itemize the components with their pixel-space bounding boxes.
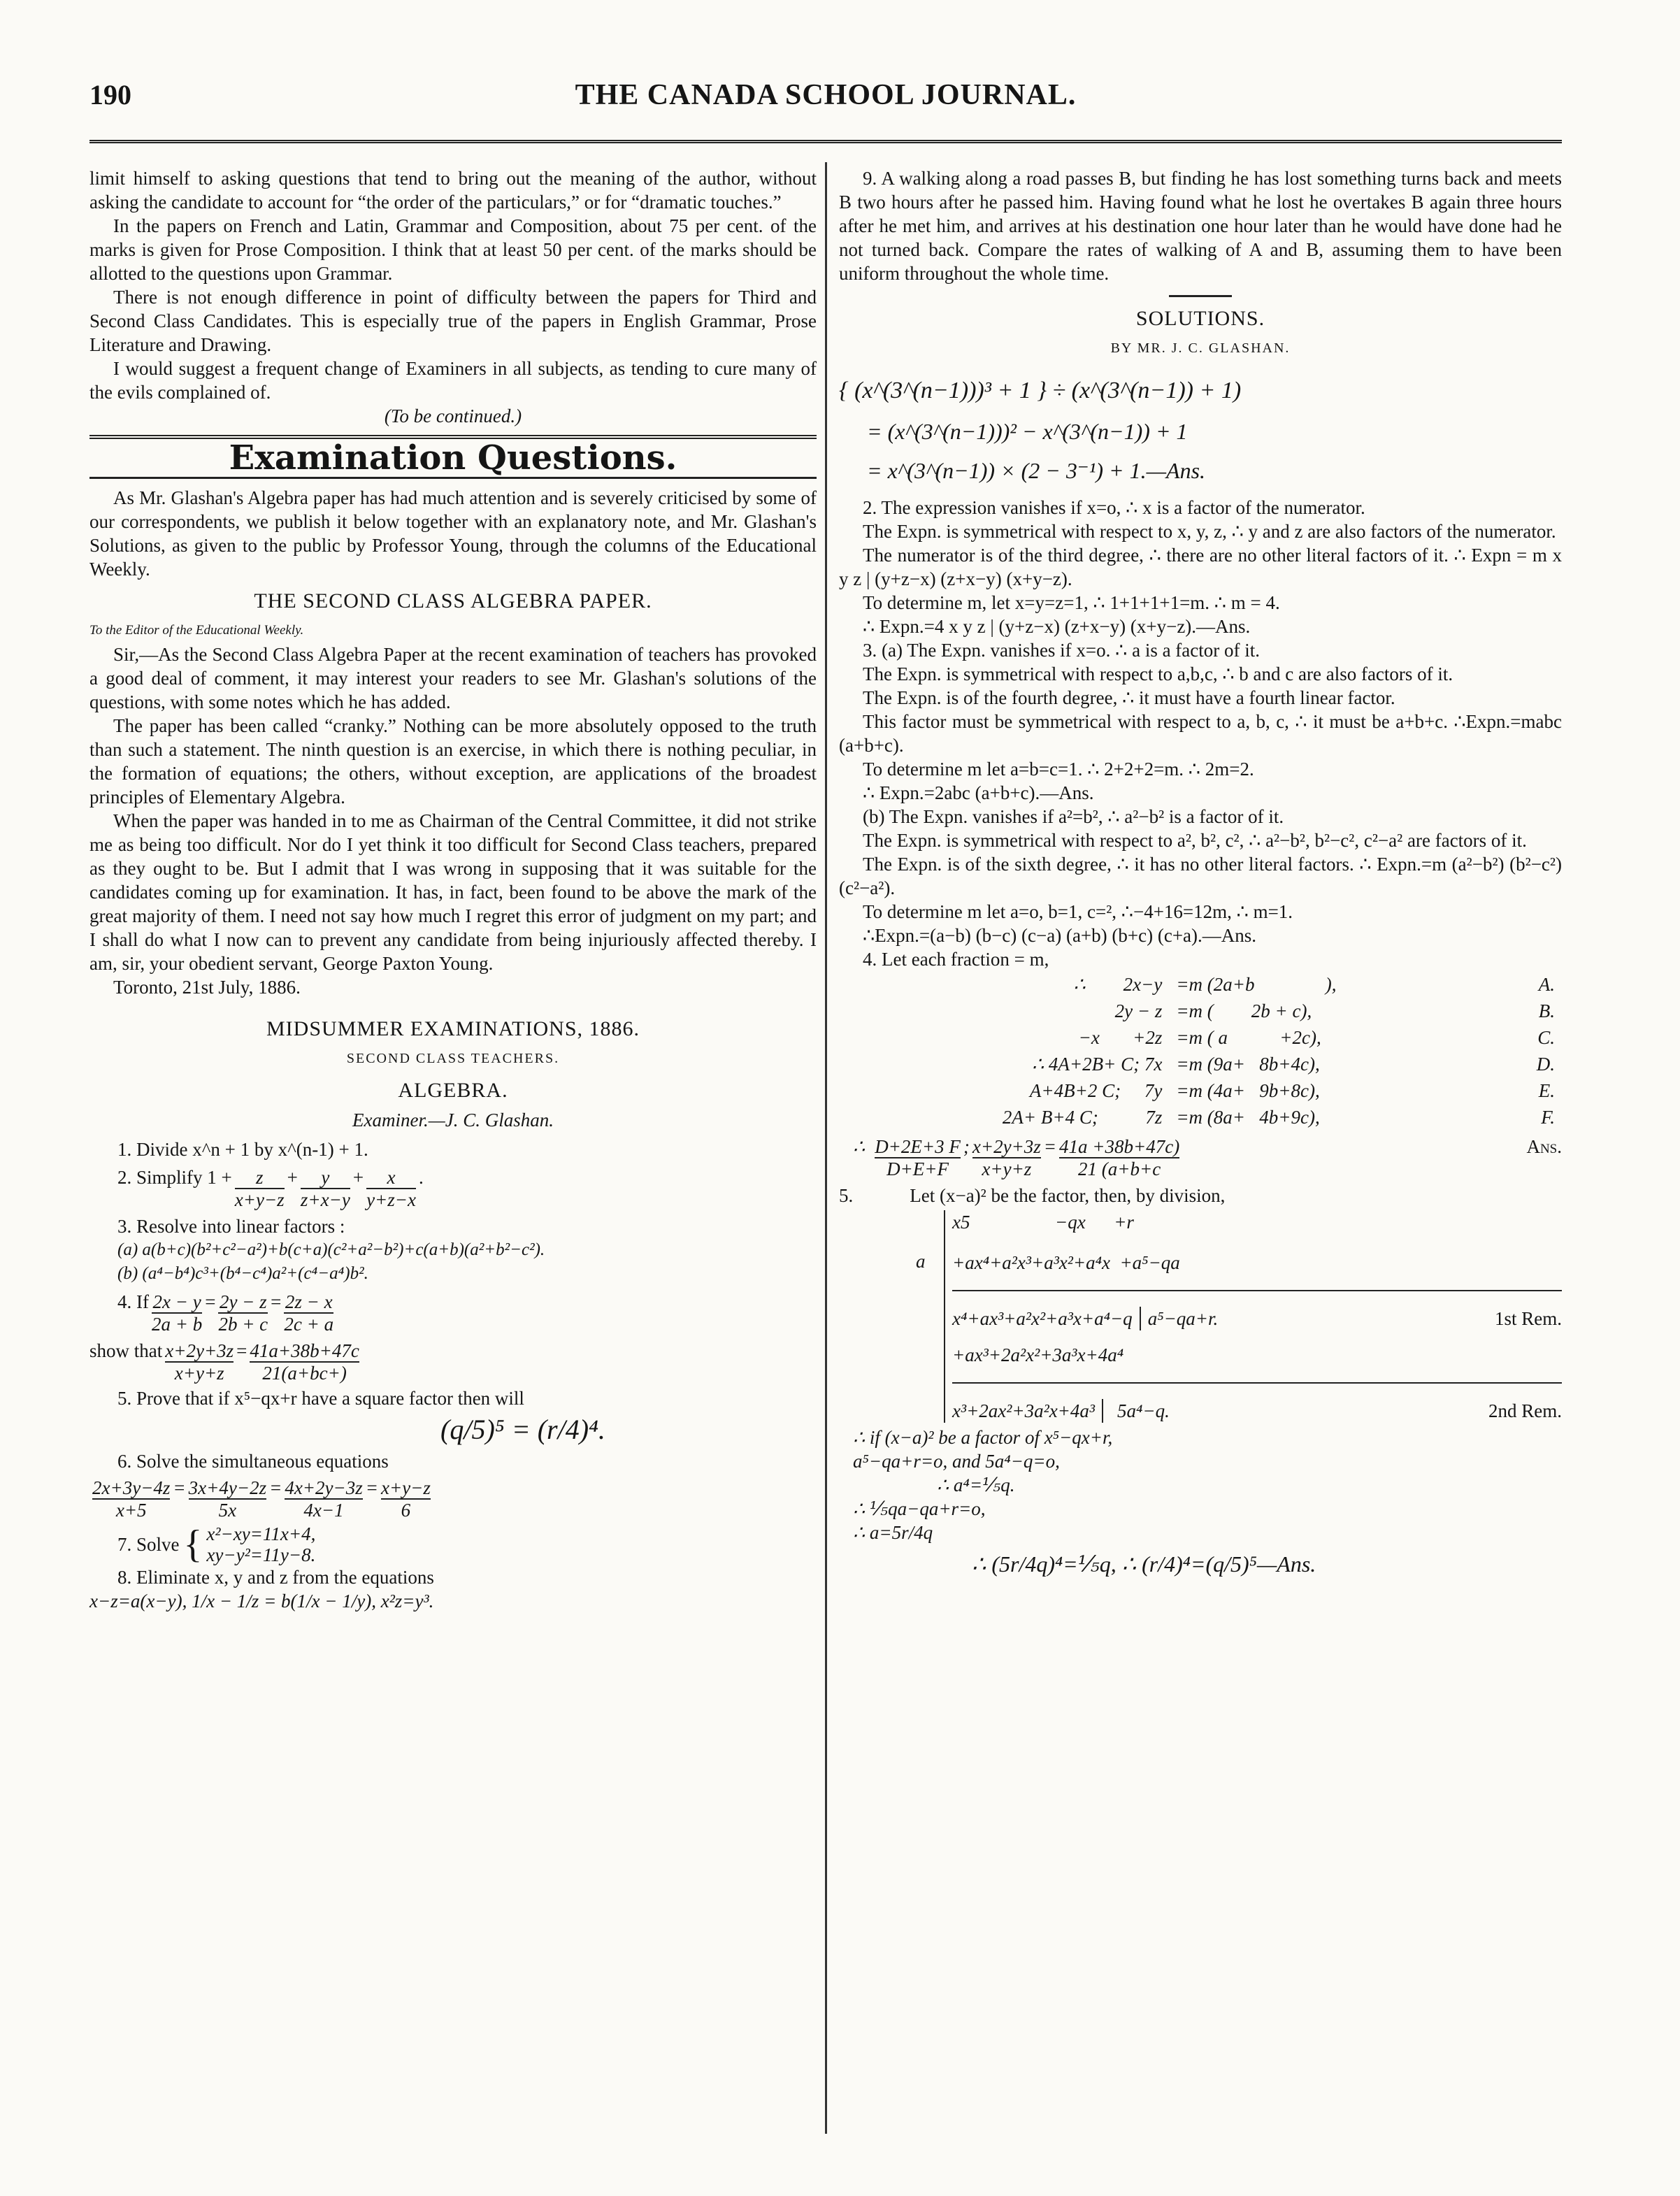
solution-3b: To determine m let a=o, b=1, c=², ∴−4+16=12m, ∴ m=1. — [863, 901, 1293, 922]
remainder-label: 2nd Rem. — [1488, 1400, 1562, 1421]
eq-rhs: =m (9a+ 8b+4c), — [1176, 1054, 1320, 1075]
solution-2: 2. The expression vanishes if x=o, ∴ x is a factor of the numerator. — [863, 497, 1365, 518]
fraction: $\frac{x+2y+3z}{x+y+z}$ — [972, 1136, 1041, 1179]
solution-1-line-1: { (x^(3^(n−1)))³ + 1 } ÷ (x^(3^(n−1)) + 1) — [839, 378, 1242, 403]
division-row: +ax³+2a²x²+3a³x+4a⁴ — [952, 1344, 1124, 1365]
eq-tag: D. — [1536, 1054, 1555, 1075]
equation-row — [839, 1104, 1562, 1131]
answer-label: Ans. — [1526, 1136, 1562, 1157]
eq-lhs: ∴ 4A+2B+ C; 7x — [1031, 1054, 1163, 1075]
question-5: 5. Prove that if x⁵−qx+r have a square factor then will — [117, 1388, 524, 1409]
remainder: a⁵−qa+r. — [1147, 1308, 1219, 1329]
question-4: 4. If $\frac{2x - y}{2a + b}$ = $\frac{2y - z}{2b + c}$ = $\frac{2z - x}{2c + a}$ — [117, 1291, 334, 1335]
long-division — [916, 1210, 1562, 1423]
solution-3a: ∴ Expn.=2abc (a+b+c).—Ans. — [863, 782, 1094, 803]
exam-subtitle: SECOND CLASS TEACHERS. — [346, 1051, 560, 1066]
eq-tag: F. — [1541, 1107, 1555, 1128]
solutions-title: SOLUTIONS. — [1135, 307, 1265, 330]
fraction: $\frac{y}{z+x-y}$ — [300, 1167, 350, 1210]
division-row: +ax⁴+a²x³+a³x²+a⁴x +a⁵−qa — [952, 1252, 1180, 1273]
letter-salutation: To the Editor of the Educational Weekly. — [89, 623, 304, 638]
solution-3b: ∴Expn.=(a−b) (b−c) (c−a) (a+b) (b+c) (c+a).—Ans. — [863, 925, 1257, 946]
question-3a: (a) a(b+c)(b²+c²−a²)+b(c+a)(c²+a²−b²)+c(a+b)(a²+b²−c²). — [117, 1240, 545, 1259]
solution-2: ∴ Expn.=4 x y z | (y+z−x) (z+x−y) (x+y−z).—Ans. — [863, 616, 1251, 637]
letter-paragraph: Sir,—As the Second Class Algebra Paper at the recent examination of teachers has provoked a good deal of comment, it may interest your readers to see Mr. Glashan's solutions of the questions, with some notes which he has added. — [89, 644, 817, 712]
solution-4-intro: 4. Let each fraction = m, — [863, 949, 1049, 970]
solution-3a: To determine m let a=b=c=1. ∴ 2+2+2=m. ∴ 2m=2. — [863, 759, 1254, 780]
system — [206, 1523, 315, 1565]
eq-lhs: ∴ 2x−y — [1073, 974, 1163, 995]
division-row: x³+2ax²+3a²x+4a³ — [952, 1399, 1103, 1423]
equation: xy−y²=11y−8. — [206, 1544, 316, 1565]
solution-2: The numerator is of the third degree, ∴ there are no other literal factors of it. ∴ Expn = m x y z | (y+z−x) (z+x−y) (x+y−z). — [839, 545, 1562, 589]
column-divider — [825, 162, 827, 2134]
fraction: $\frac{4x+2y-3z}{4x-1}$ — [285, 1477, 363, 1521]
question-6: 6. Solve the simultaneous equations — [117, 1451, 389, 1472]
eq-rhs: =m (4a+ 9b+8c), — [1176, 1080, 1320, 1101]
left-column — [89, 166, 817, 1613]
division-row: x⁴+ax³+a²x²+a³x+a⁴−q — [952, 1307, 1141, 1330]
eq-tag: C. — [1537, 1027, 1555, 1048]
fraction: $\frac{2x+3y-4z}{x+5}$ — [92, 1477, 171, 1521]
fraction: $\frac{x}{y+z-x}$ — [366, 1167, 416, 1210]
brace: { — [183, 1523, 203, 1566]
question-7-label: 7. Solve — [117, 1534, 180, 1555]
equation-row — [839, 998, 1562, 1024]
eq-lhs: A+4B+2 C; 7y — [1029, 1080, 1163, 1101]
line: ∴ a⁴=⅕q. — [937, 1474, 1015, 1495]
question-3: 3. Resolve into linear factors : — [117, 1216, 345, 1237]
question-5-formula: (q/5)⁵ = (r/4)⁴. — [440, 1414, 605, 1445]
question-2-label: 2. Simplify 1 + — [117, 1167, 232, 1188]
question-8-equations: x−z=a(x−y), 1/x − 1/z = b(1/x − 1/y), x²z=y³. — [89, 1591, 434, 1612]
paragraph: There is not enough difference in point of difficulty between the papers for Third and Second Class Candidates. This is especially true of the papers in English Grammar, Prose Literature and Drawing. — [89, 287, 817, 355]
fraction: $\frac{2z - x}{2c + a}$ — [284, 1291, 334, 1335]
letter-paragraph: When the paper was handed in to me as Chairman of the Central Committee, it did not strike me as being too difficult. Nor do I yet think it too difficult for Second Class teachers, prepared as they ought to be. But I admit that I was wrong in supposing that it was suitable for the candidates coming up for examination. It has, in fact, been found to be above the mark of the great majority of them. I need not say how much I regret this error of judgment on my part; and I shall do what I now can to prevent any candidate from being injuriously affected thereby. I am, sir, your obedient servant, George Paxton Young. — [89, 810, 817, 974]
division-row: x5 −qx +r — [952, 1212, 1134, 1233]
divisor: a — [916, 1251, 926, 1272]
solution-1-line-2: = (x^(3^(n−1)))² − x^(3^(n−1)) + 1 — [867, 419, 1188, 444]
eq-tag: B. — [1538, 1000, 1555, 1021]
solution-2: The Expn. is symmetrical with respect to x, y, z, ∴ y and z are also factors of the numerator. — [863, 521, 1556, 542]
fraction: $\frac{z}{x+y-z}$ — [234, 1167, 285, 1210]
exam-title: MIDSUMMER EXAMINATIONS, 1886. — [266, 1017, 640, 1040]
to-be-continued: (To be continued.) — [384, 406, 522, 426]
paragraph: In the papers on French and Latin, Grammar and Composition, about 75 per cent. of the marks is given for Prose Composition. I think that at least 50 per cent. of the marks should be allotted to the questions upon Grammar. — [89, 215, 817, 284]
solution-3a: This factor must be symmetrical with respect to a, b, c, ∴ it must be a+b+c. ∴Expn.=mabc (a+b+c). — [839, 711, 1562, 756]
page-number: 190 — [89, 79, 131, 110]
eq-lhs: 2y − z — [1114, 1000, 1163, 1021]
section-title: Examination Questions. — [229, 438, 677, 478]
fraction: $\frac{2y - z}{2b + c}$ — [218, 1291, 268, 1335]
solution-5-intro: 5. Let (x−a)² be the factor, then, by division, — [839, 1185, 1226, 1206]
eq-rhs: =m ( 2b + c), — [1176, 1000, 1312, 1021]
equation-row — [839, 1051, 1562, 1077]
solution-3a: The Expn. is of the fourth degree, ∴ it must have a fourth linear factor. — [863, 687, 1395, 708]
remainder-row — [952, 1290, 1562, 1330]
equation-row — [839, 1077, 1562, 1104]
paragraph: limit himself to asking questions that tend to bring out the meaning of the author, without asking the candidate to account for “the order of the particulars,” or for “dramatic touches.” — [89, 168, 817, 213]
remainder: 5a⁴−q. — [1117, 1400, 1170, 1421]
remainder-row — [952, 1382, 1562, 1423]
solution-5-conclusion — [839, 1426, 1562, 1584]
letter-paragraph: The paper has been called “cranky.” Nothing can be more absolutely opposed to the truth than such a statement. The ninth question is an exercise, in which there is nothing peculiar, in the formation of equations; the others, without exception, are applications of the broadest principles of Elementary Algebra. — [89, 715, 817, 808]
examiner: Examiner.—J. C. Glashan. — [352, 1110, 554, 1131]
question-9: 9. A walking along a road passes B, but finding he has lost something turns back and meets B two hours after he passed him. Having found what he lost he overtakes B again three hours after he met him, and arrives at his destination one hour later than he would have done had he not turned back. Compare the rates of walking of A and B, assuming them to have been uniform throughout the whole time. — [839, 168, 1562, 284]
solution-4-table — [839, 971, 1562, 1131]
journal-title: THE CANADA SCHOOL JOURNAL. — [575, 79, 1077, 111]
remainder-label: 1st Rem. — [1494, 1308, 1562, 1329]
equation: x²−xy=11x+4, — [206, 1523, 316, 1544]
solution-1-line-3: = x^(3^(n−1)) × (2 − 3⁻¹) + 1.—Ans. — [867, 458, 1206, 483]
question-8: 8. Eliminate x, y and z from the equations — [117, 1567, 434, 1588]
line: ∴ ⅕qa−qa+r=o, — [853, 1498, 986, 1519]
solution-3b: The Expn. is symmetrical with respect to a², b², c², ∴ a²−b², b²−c², c²−a² are factors of it. — [863, 830, 1527, 851]
fraction: $\frac{x+y-z}{6}$ — [380, 1477, 431, 1521]
question-2: 2. Simplify 1 + $\frac{z}{x+y-z}$ + $\frac{y}{z+x-y}$ + $\frac{x}{y+z-x}$ . — [117, 1167, 424, 1210]
short-rule — [1169, 295, 1232, 297]
line: ∴ a=5r/4q — [853, 1522, 933, 1543]
equation-row — [839, 1024, 1562, 1051]
fraction: $\frac{41a +38b+47c)}{21 (a+b+c}$ — [1059, 1136, 1180, 1179]
dateline: Toronto, 21st July, 1886. — [113, 977, 301, 998]
solution-3a: 3. (a) The Expn. vanishes if x=o. ∴ a is a factor of it. — [863, 640, 1261, 661]
exam-subject: ALGEBRA. — [398, 1079, 508, 1102]
question-6-equations: $\frac{2x+3y-4z}{x+5}$ = $\frac{3x+4y-2z}{5x}$ = $\frac{4x+2y-3z}{4x-1}$ = $\frac{x+y-z}{6}$ — [92, 1477, 431, 1521]
question-1: 1. Divide x^n + 1 by x^(n-1) + 1. — [117, 1139, 368, 1160]
fraction: $\frac{3x+4y-2z}{5x}$ — [188, 1477, 267, 1521]
eq-tag: A. — [1538, 974, 1555, 995]
header-rule — [89, 140, 1562, 143]
eq-rhs: =m ( a +2c), — [1176, 1027, 1321, 1048]
solution-3b: (b) The Expn. vanishes if a²=b², ∴ a²−b² is a factor of it. — [863, 806, 1284, 827]
solution-4-result: ∴ $\frac{D+2E+3 F}{D+E+F}$ ; $\frac{x+2y+3z}{x+y+z}$ = $\frac{41a +38b+47c)}{21 (a+b+c}$ Ans. — [853, 1136, 1562, 1179]
equation-row — [839, 971, 1562, 998]
question-4-label: 4. If — [117, 1291, 149, 1312]
line: a⁵−qa+r=o, and 5a⁴−q=o, — [853, 1451, 1060, 1472]
eq-tag: E. — [1538, 1080, 1555, 1101]
solution-2: To determine m, let x=y=z=1, ∴ 1+1+1+1=m. ∴ m = 4. — [863, 592, 1280, 613]
line: ∴ if (x−a)² be a factor of x⁵−qx+r, — [853, 1427, 1113, 1448]
solution-3a: The Expn. is symmetrical with respect to a,b,c, ∴ b and c are also factors of it. — [863, 663, 1453, 684]
solution-3b: The Expn. is of the sixth degree, ∴ it has no other literal factors. ∴ Expn.=m (a²−b²) (b²−c²) (c²−a²). — [839, 854, 1562, 898]
final-answer: ∴ (5r/4q)⁴=⅕q, ∴ (r/4)⁴=(q/5)⁵—Ans. — [972, 1551, 1316, 1577]
eq-rhs: =m (8a+ 4b+9c), — [1176, 1107, 1320, 1128]
paragraph: I would suggest a frequent change of Examiners in all subjects, as tending to cure many of the evils complained of. — [89, 358, 817, 403]
question-3b: (b) (a⁴−b⁴)c³+(b⁴−c⁴)a²+(c⁴−a⁴)b². — [117, 1264, 368, 1283]
letter-title: THE SECOND CLASS ALGEBRA PAPER. — [254, 589, 652, 612]
fraction: $\frac{41a+38b+47c}{21(a+bc+)}$ — [250, 1340, 359, 1384]
right-column — [839, 166, 1562, 1584]
eq-rhs: =m (2a+b ), — [1176, 974, 1337, 995]
division-body — [944, 1210, 1562, 1423]
fraction: $\frac{D+2E+3 F}{D+E+F}$ — [875, 1136, 961, 1179]
question-4-show: show that $\frac{x+2y+3z}{x+y+z}$ = $\frac{41a+38b+47c}{21(a+bc+)}$ — [89, 1340, 359, 1384]
section-intro: As Mr. Glashan's Algebra paper has had much attention and is severely criticised by some of our correspondents, we publish it below together with an explanatory note, and Mr. Glashan's Solutions, as given to the public by Professor Young, through the columns of the Educational Weekly. — [89, 487, 817, 580]
eq-lhs: −x +2z — [1078, 1027, 1163, 1048]
fraction: $\frac{2x - y}{2a + b}$ — [151, 1291, 203, 1335]
page-header — [89, 78, 1562, 120]
show-that-label: show that — [89, 1340, 163, 1361]
division-block — [916, 1210, 1562, 1423]
question-7 — [89, 1523, 817, 1565]
eq-lhs: 2A+ B+4 C; 7z — [1002, 1107, 1163, 1128]
solutions-author: BY MR. J. C. GLASHAN. — [1110, 340, 1291, 356]
fraction: $\frac{x+2y+3z}{x+y+z}$ — [165, 1340, 234, 1384]
